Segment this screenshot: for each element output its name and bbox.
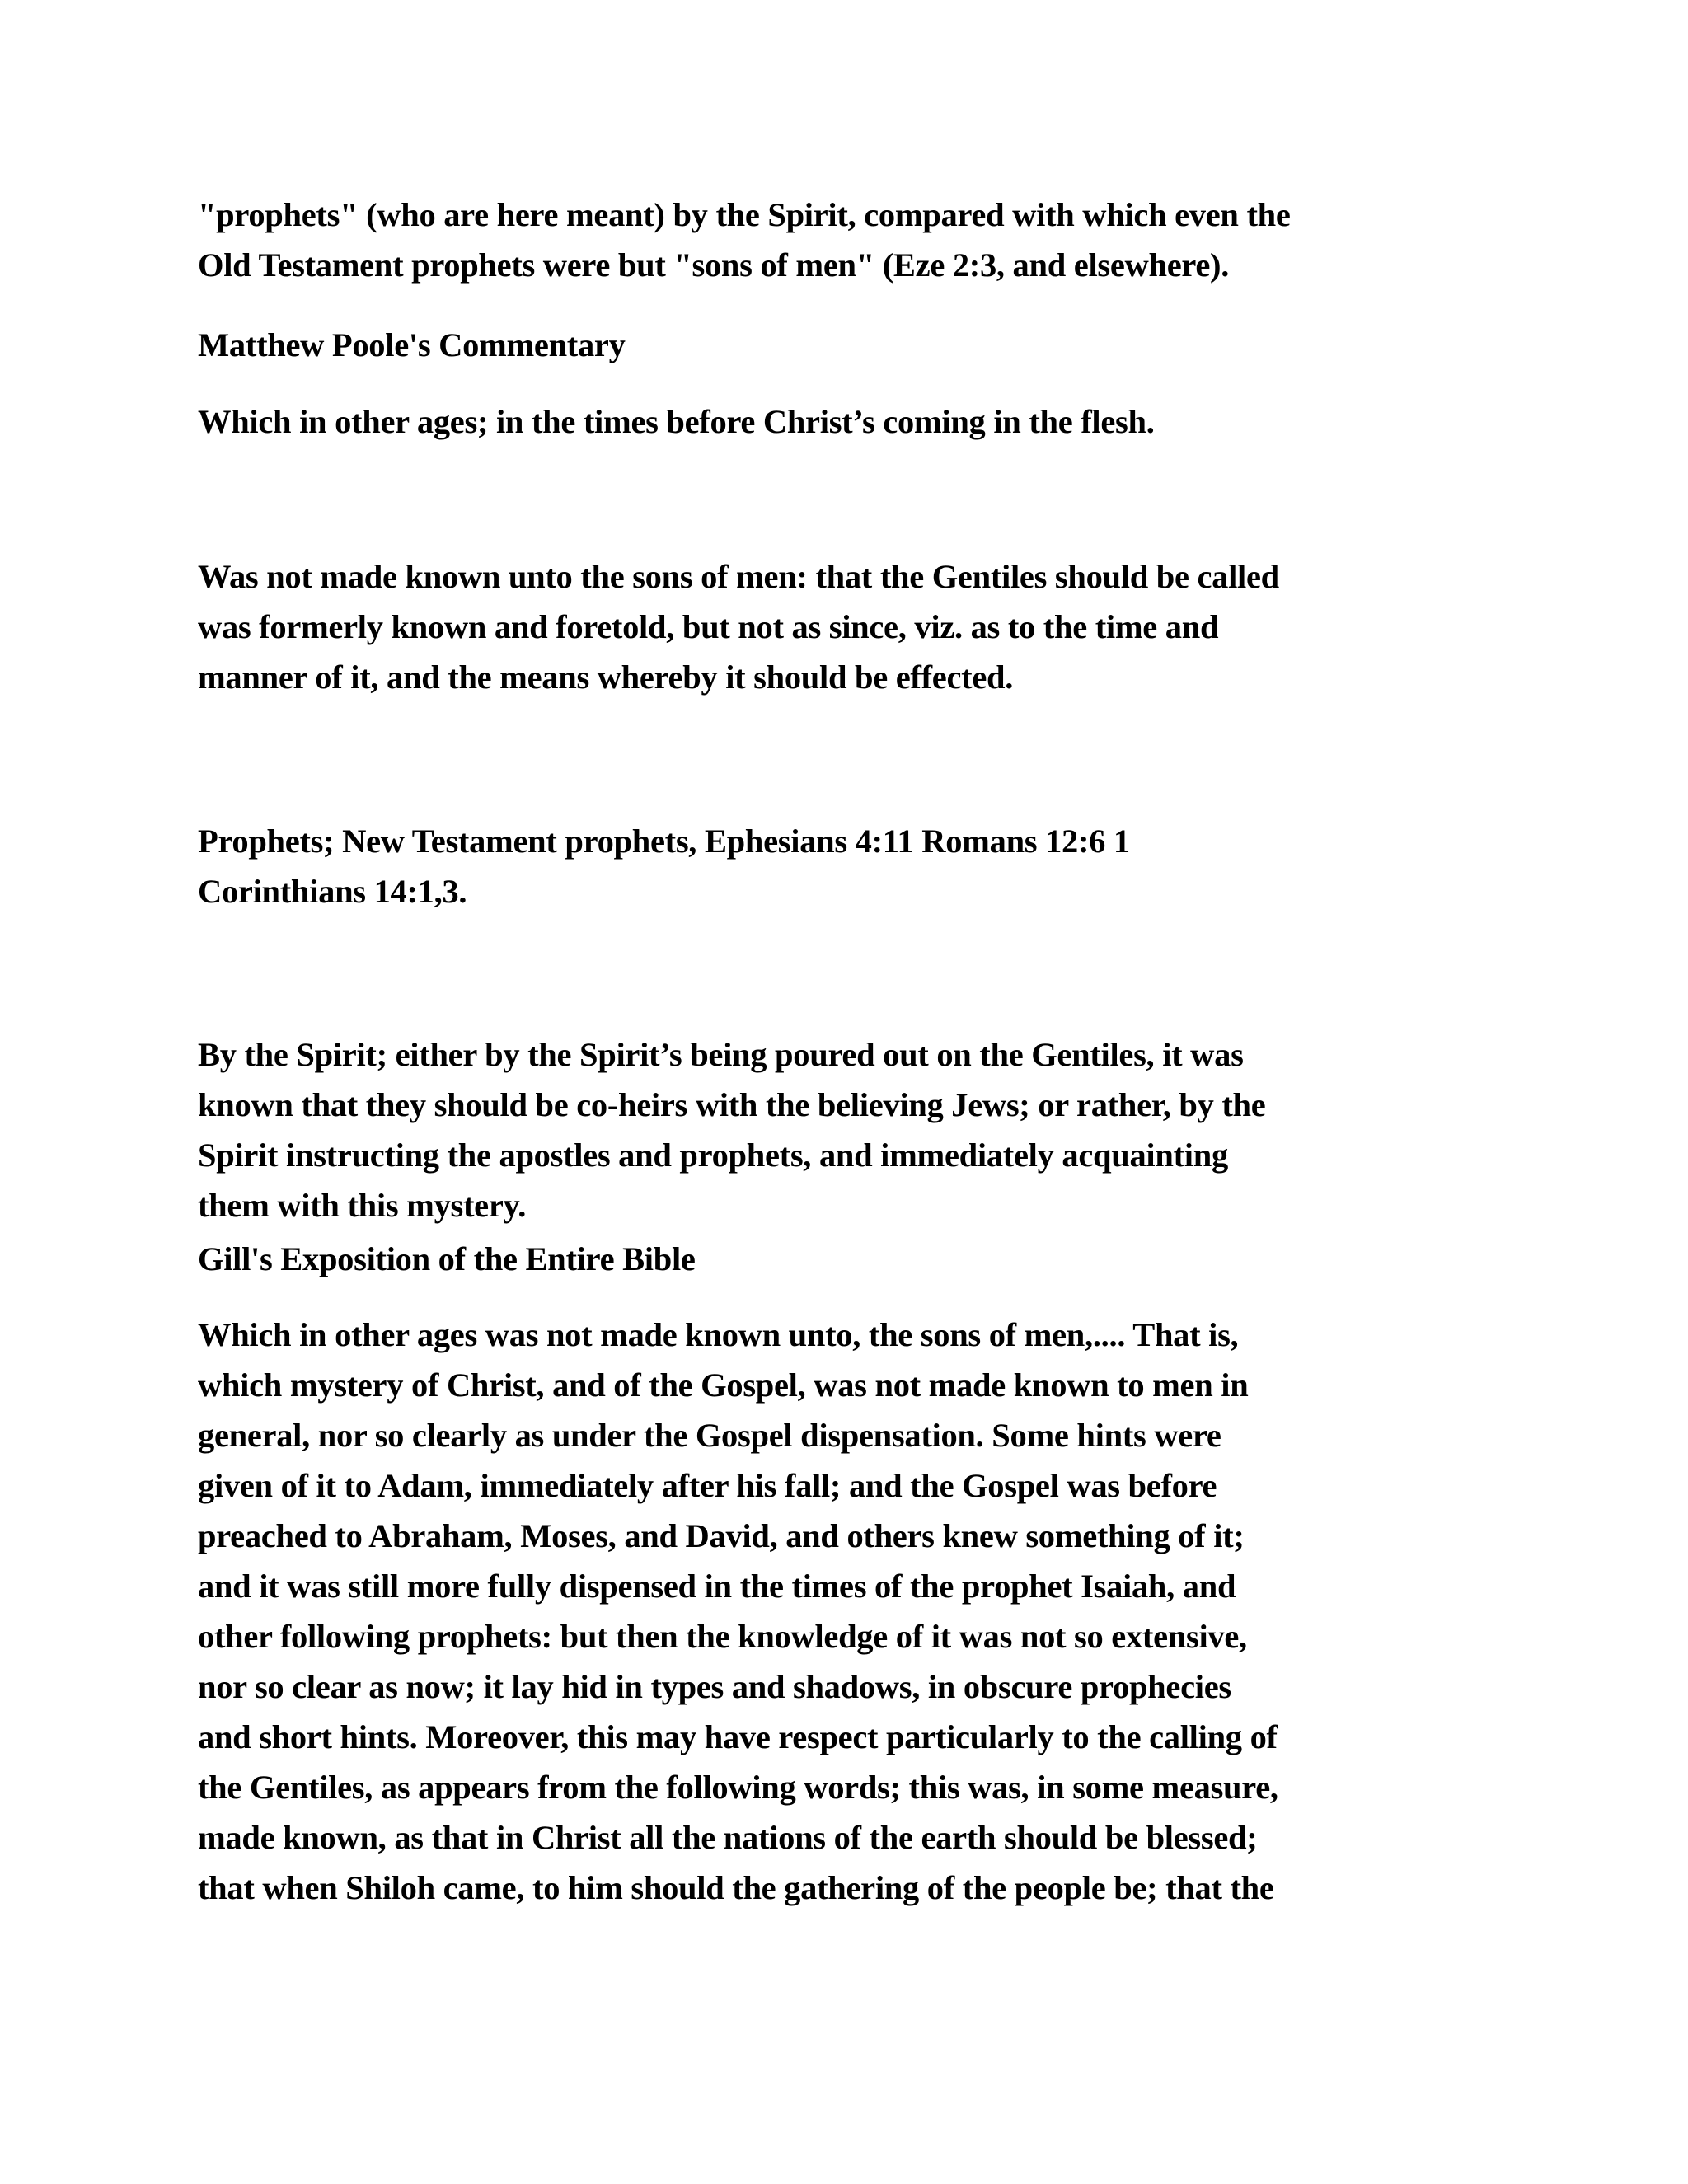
- paragraph-prophets: [198, 816, 1130, 916]
- paragraph-by-the-spirit: [198, 1029, 1265, 1230]
- text-line: Was not made known unto the sons of men: that the Gentiles should be called: [198, 558, 1279, 595]
- paragraph-other-ages: [198, 396, 1155, 447]
- text-line: known that they should be co-heirs with the believing Jews; or rather, by the: [198, 1086, 1266, 1123]
- text-line: Old Testament prophets were but "sons of men" (Eze 2:3, and elsewhere).: [198, 246, 1230, 284]
- text-line: nor so clear as now; it lay hid in types and shadows, in obscure prophecies: [198, 1668, 1231, 1705]
- text-line: the Gentiles, as appears from the following words; this was, in some measure,: [198, 1769, 1278, 1806]
- paragraph-prophets-intro: [198, 190, 1291, 290]
- paragraph-gill-text: [198, 1310, 1278, 1913]
- text-line: "prophets" (who are here meant) by the Spirit, compared with which even the: [198, 196, 1291, 233]
- text-line: Spirit instructing the apostles and prophets, and immediately acquainting: [198, 1137, 1228, 1174]
- text-line: Which in other ages was not made known unto, the sons of men,.... That is,: [198, 1316, 1239, 1353]
- text-line: Corinthians 14:1,3.: [198, 873, 467, 910]
- text-line: other following prophets: but then the knowledge of it was not so extensive,: [198, 1618, 1247, 1655]
- text-line: which mystery of Christ, and of the Gospel, was not made known to men in: [198, 1366, 1249, 1404]
- heading-matthew-poole: Matthew Poole's Commentary: [198, 326, 626, 363]
- text-line: Prophets; New Testament prophets, Ephesians 4:11 Romans 12:6 1: [198, 823, 1130, 860]
- text-line: Which in other ages; in the times before Christ’s coming in the flesh.: [198, 403, 1155, 440]
- text-line: them with this mystery.: [198, 1187, 527, 1224]
- text-line: preached to Abraham, Moses, and David, and others knew something of it;: [198, 1517, 1245, 1554]
- text-line: general, nor so clearly as under the Gospel dispensation. Some hints were: [198, 1417, 1221, 1454]
- text-line: made known, as that in Christ all the nations of the earth should be blessed;: [198, 1819, 1258, 1856]
- text-line: was formerly known and foretold, but not as since, viz. as to the time and: [198, 608, 1219, 645]
- text-line: and short hints. Moreover, this may have respect particularly to the calling of: [198, 1718, 1278, 1755]
- paragraph-not-made-known: [198, 551, 1279, 702]
- text-line: given of it to Adam, immediately after his fall; and the Gospel was before: [198, 1467, 1217, 1504]
- text-line: manner of it, and the means whereby it should be effected.: [198, 658, 1014, 696]
- heading-gill-exposition: Gill's Exposition of the Entire Bible: [198, 1240, 696, 1277]
- text-line: that when Shiloh came, to him should the gathering of the people be; that the: [198, 1869, 1274, 1906]
- text-line: By the Spirit; either by the Spirit’s being poured out on the Gentiles, it was: [198, 1036, 1244, 1073]
- text-line: and it was still more fully dispensed in the times of the prophet Isaiah, and: [198, 1568, 1236, 1605]
